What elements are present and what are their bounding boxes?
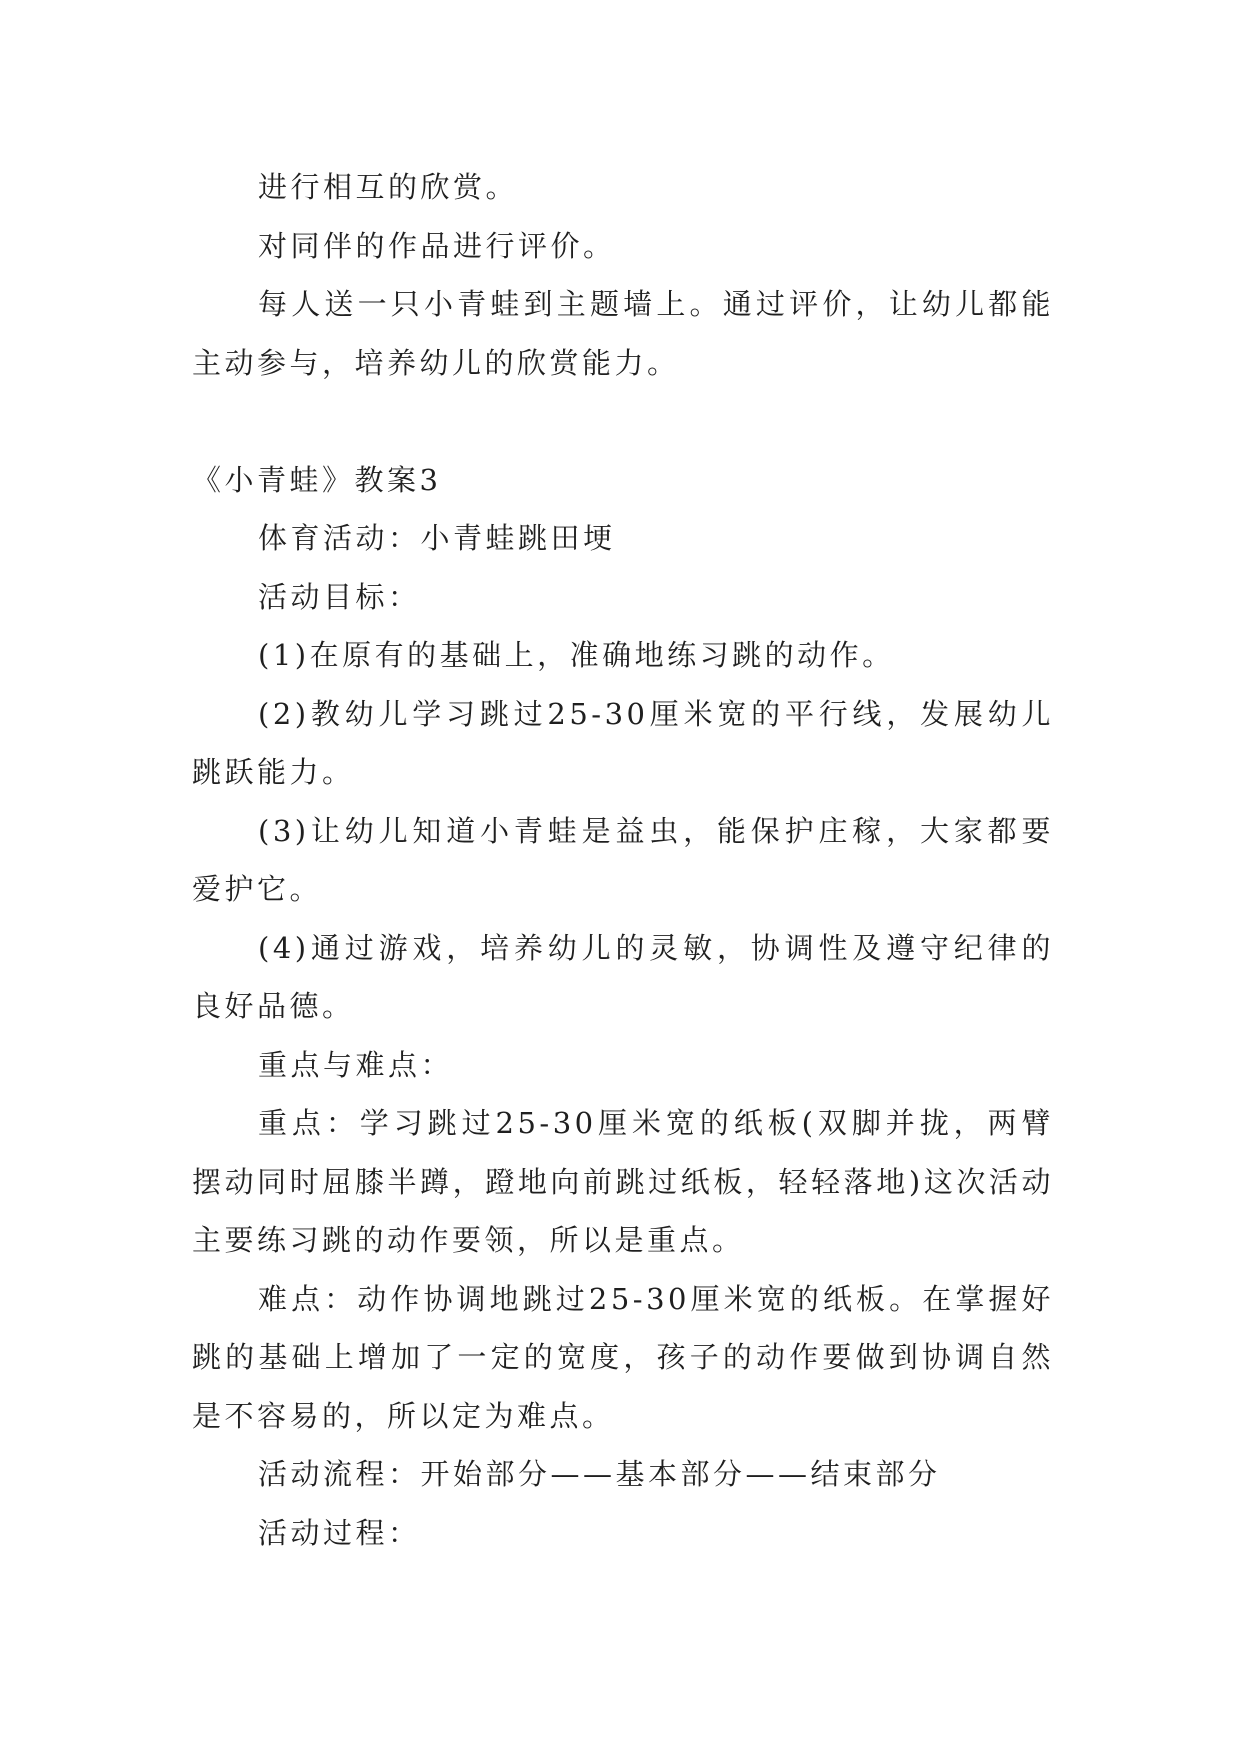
paragraph-goals-heading: 活动目标： — [258, 579, 421, 614]
paragraph-activity-flow: 活动流程：开始部分——基本部分——结束部分 — [258, 1457, 941, 1491]
paragraph-goal-3: (3)让幼儿知道小青蛙是益虫，能保护庄稼，大家都要爱护它。 — [192, 813, 1054, 906]
section-title: 《小青蛙》教案3 — [192, 462, 442, 497]
paragraph-peer-evaluation: 对同伴的作品进行评价。 — [258, 228, 616, 263]
paragraph-activity-process: 活动过程： — [258, 1515, 421, 1550]
paragraph-key-point: 重点：学习跳过25-30厘米宽的纸板(双脚并拢，两臂摆动同时屈膝半蹲，蹬地向前跳过纸板，轻轻落地)这次活动主要练习跳的动作要领，所以是重点。 — [192, 1106, 1054, 1257]
paragraph-theme-wall: 每人送一只小青蛙到主题墙上。通过评价，让幼儿都能主动参与，培养幼儿的欣赏能力。 — [192, 287, 1054, 380]
paragraph-activity-name: 体育活动：小青蛙跳田埂 — [258, 521, 616, 555]
paragraph-difficulty: 难点：动作协调地跳过25-30厘米宽的纸板。在掌握好跳的基础上增加了一定的宽度，孩子的动作要做到协调自然是不容易的，所以定为难点。 — [192, 1281, 1054, 1433]
paragraph-key-points-heading: 重点与难点： — [258, 1047, 454, 1082]
paragraph-goal-1: (1)在原有的基础上，准确地练习跳的动作。 — [258, 638, 895, 672]
paragraph-appreciate: 进行相互的欣赏。 — [258, 170, 519, 204]
paragraph-goal-4: (4)通过游戏，培养幼儿的灵敏，协调性及遵守纪律的良好品德。 — [192, 930, 1054, 1023]
document-body — [192, 158, 1054, 1562]
paragraph-goal-2: (2)教幼儿学习跳过25-30厘米宽的平行线，发展幼儿跳跃能力。 — [192, 696, 1054, 789]
